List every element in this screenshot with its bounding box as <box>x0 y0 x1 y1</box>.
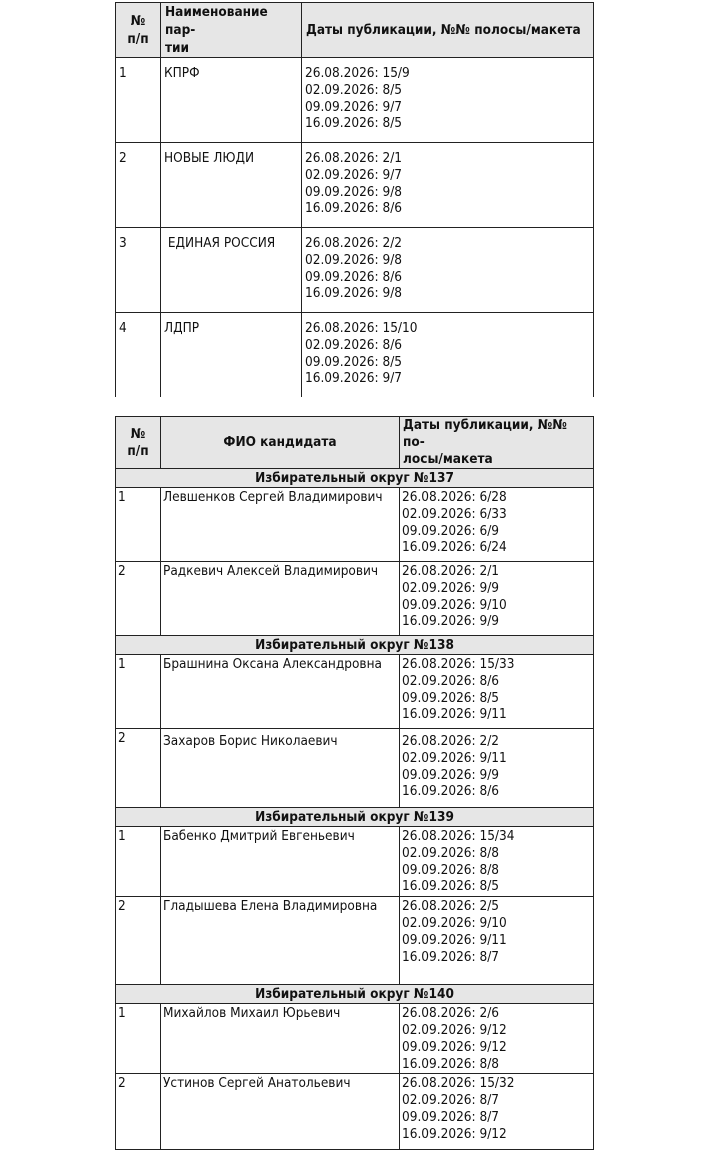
table-row <box>116 1004 594 1074</box>
candidate-name: Левшенков Сергей Владимирович <box>161 488 400 562</box>
table-row <box>116 729 594 808</box>
publication-dates: 26.08.2026: 15/9 02.09.2026: 8/5 09.09.2026: 9/7 16.09.2026: 8/5 <box>302 58 594 143</box>
table-row <box>116 1074 594 1150</box>
row-num: 4 <box>116 313 161 398</box>
table-row <box>116 827 594 897</box>
row-num: 1 <box>116 655 161 729</box>
candidate-name: Михайлов Михаил Юрьевич <box>161 1004 400 1074</box>
row-num: 2 <box>116 562 161 636</box>
table-row <box>116 313 594 398</box>
district-title: Избирательный округ №140 <box>116 985 594 1004</box>
row-num: 1 <box>116 1004 161 1074</box>
candidate-name: Брашнина Оксана Александровна <box>161 655 400 729</box>
row-num: 2 <box>116 729 161 808</box>
table-row <box>116 143 594 228</box>
publication-dates: 26.08.2026: 2/1 02.09.2026: 9/9 09.09.2026: 9/10 16.09.2026: 9/9 <box>400 562 594 636</box>
district-row <box>116 985 594 1004</box>
candidate-name: Радкевич Алексей Владимирович <box>161 562 400 636</box>
party-name: ЛДПР <box>161 313 302 398</box>
table-row <box>116 58 594 143</box>
table-row <box>116 655 594 729</box>
district-row <box>116 808 594 827</box>
parties-header-row <box>116 3 594 58</box>
party-name: НОВЫЕ ЛЮДИ <box>161 143 302 228</box>
row-num: 1 <box>116 488 161 562</box>
publication-dates: 26.08.2026: 2/6 02.09.2026: 9/12 09.09.2026: 9/12 16.09.2026: 8/8 <box>400 1004 594 1074</box>
candidate-name: Гладышева Елена Владимировна <box>161 897 400 985</box>
district-title: Избирательный округ №139 <box>116 808 594 827</box>
col-header-dates: Даты публикации, №№ по- лосы/макета <box>400 417 594 469</box>
publication-dates: 26.08.2026: 15/33 02.09.2026: 8/6 09.09.2026: 8/5 16.09.2026: 9/11 <box>400 655 594 729</box>
table-row <box>116 562 594 636</box>
district-title: Избирательный округ №138 <box>116 636 594 655</box>
table-row <box>116 228 594 313</box>
col-header-num: № п/п <box>116 417 161 469</box>
candidate-name: Бабенко Дмитрий Евгеньевич <box>161 827 400 897</box>
publication-dates: 26.08.2026: 15/32 02.09.2026: 8/7 09.09.2026: 8/7 16.09.2026: 9/12 <box>400 1074 594 1150</box>
col-header-num: № п/п <box>116 3 161 58</box>
row-num: 1 <box>116 58 161 143</box>
row-num: 3 <box>116 228 161 313</box>
district-row <box>116 636 594 655</box>
candidates-table <box>115 416 594 1150</box>
candidates-header-row <box>116 417 594 469</box>
row-num: 2 <box>116 1074 161 1150</box>
row-num: 2 <box>116 897 161 985</box>
publication-dates: 26.08.2026: 15/34 02.09.2026: 8/8 09.09.2026: 8/8 16.09.2026: 8/5 <box>400 827 594 897</box>
publication-dates: 26.08.2026: 6/28 02.09.2026: 6/33 09.09.2026: 6/9 16.09.2026: 6/24 <box>400 488 594 562</box>
publication-dates: 26.08.2026: 2/2 02.09.2026: 9/8 09.09.2026: 8/6 16.09.2026: 9/8 <box>302 228 594 313</box>
candidate-name: Устинов Сергей Анатольевич <box>161 1074 400 1150</box>
party-name: ЕДИНАЯ РОССИЯ <box>161 228 302 313</box>
table-row <box>116 897 594 985</box>
col-header-party-name: Наименование пар- тии <box>161 3 302 58</box>
party-name: КПРФ <box>161 58 302 143</box>
col-header-dates: Даты публикации, №№ полосы/макета <box>302 3 594 58</box>
publication-dates: 26.08.2026: 2/1 02.09.2026: 9/7 09.09.2026: 9/8 16.09.2026: 8/6 <box>302 143 594 228</box>
publication-dates: 26.08.2026: 2/2 02.09.2026: 9/11 09.09.2026: 9/9 16.09.2026: 8/6 <box>400 729 594 808</box>
row-num: 1 <box>116 827 161 897</box>
col-header-candidate-name: ФИО кандидата <box>161 417 400 469</box>
candidate-name: Захаров Борис Николаевич <box>161 729 400 808</box>
parties-table <box>115 2 594 397</box>
district-row <box>116 469 594 488</box>
row-num: 2 <box>116 143 161 228</box>
publication-dates: 26.08.2026: 15/10 02.09.2026: 8/6 09.09.2026: 8/5 16.09.2026: 9/7 <box>302 313 594 398</box>
publication-dates: 26.08.2026: 2/5 02.09.2026: 9/10 09.09.2026: 9/11 16.09.2026: 8/7 <box>400 897 594 985</box>
table-row <box>116 488 594 562</box>
district-title: Избирательный округ №137 <box>116 469 594 488</box>
